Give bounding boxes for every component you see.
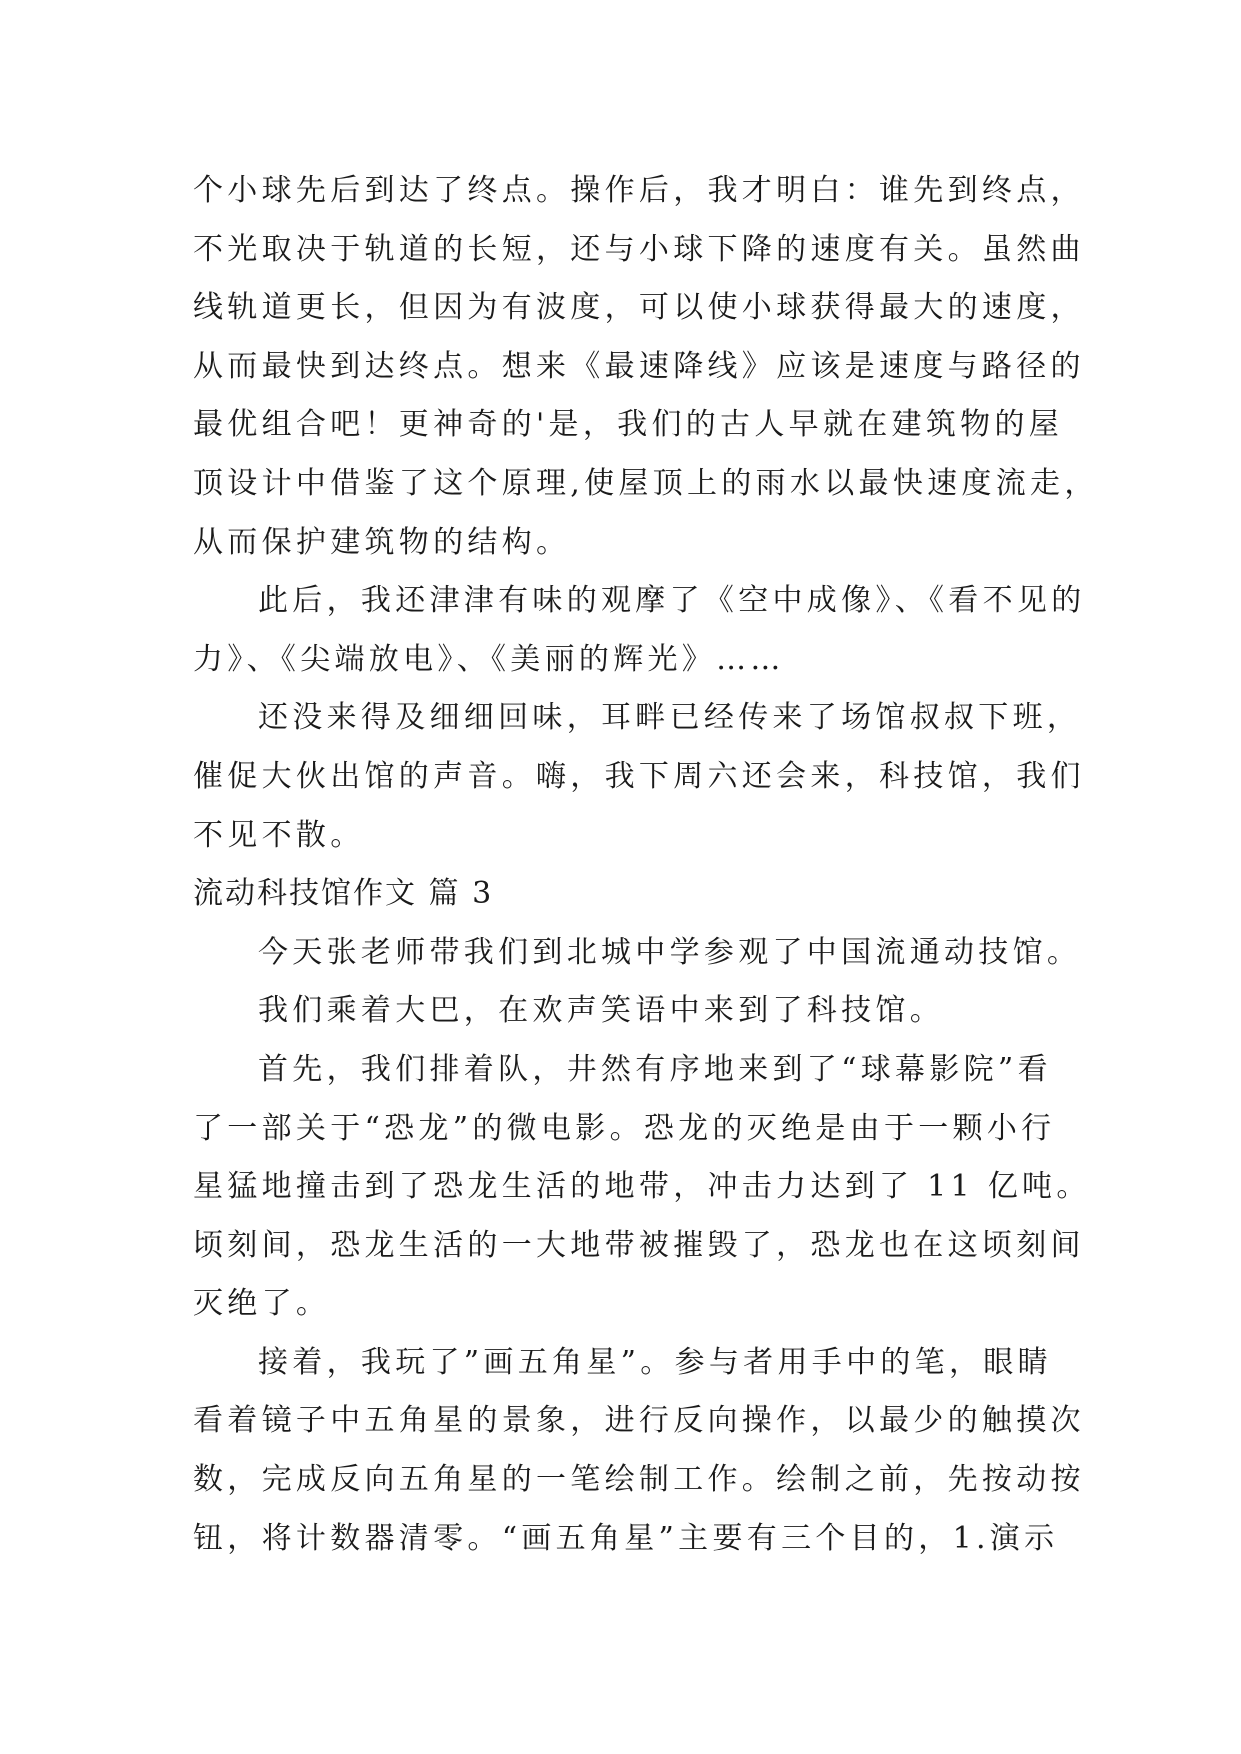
paragraph-first-line: 我们乘着大巴，在欢声笑语中来到了科技馆。 xyxy=(258,993,944,1029)
section-heading: 流动科技馆作文 篇 3 xyxy=(193,876,494,912)
paragraph-first-line: 还没来得及细细回味，耳畔已经传来了场馆叔叔下班， xyxy=(258,700,1082,736)
text-line: 线轨道更长，但因为有波度，可以使小球获得最大的速度， xyxy=(193,290,1085,326)
text-line: 个小球先后到达了终点。操作后，我才明白：谁先到终点， xyxy=(193,173,1085,208)
text-line: 从而保护建筑物的结构。 xyxy=(193,524,571,560)
paragraph-first-line: 今天张老师带我们到北城中学参观了中国流通动技馆。 xyxy=(258,934,1082,970)
text-line: 看着镜子中五角星的景象，进行反向操作，以最少的触摸次 xyxy=(193,1403,1085,1439)
text-line: 钮，将计数器清零。“画五角星”主要有三个目的，1.演示 xyxy=(193,1520,1059,1556)
text-line: 力》、《尖端放电》、《美丽的辉光》…… xyxy=(193,641,785,677)
text-line: 最优组合吧！更神奇的'是，我们的古人早就在建筑物的屋 xyxy=(193,407,1064,443)
text-line: 从而最快到达终点。想来《最速降线》应该是速度与路径的 xyxy=(193,348,1085,384)
text-line: 催促大伙出馆的声音。嗨，我下周六还会来，科技馆，我们 xyxy=(193,758,1085,794)
paragraph-first-line: 接着，我玩了”画五角星”。参与者用手中的笔，眼睛 xyxy=(258,1344,1052,1380)
text-line: 顷刻间，恐龙生活的一大地带被摧毁了，恐龙也在这顷刻间 xyxy=(193,1227,1085,1263)
text-line: 灭绝了。 xyxy=(193,1286,331,1322)
text-line: 顶设计中借鉴了这个原理,使屋顶上的雨水以最快速度流走， xyxy=(193,465,1099,501)
document-body xyxy=(193,162,1099,1568)
text-line: 不光取决于轨道的长短，还与小球下降的速度有关。虽然曲 xyxy=(193,231,1085,267)
text-line: 星猛地撞击到了恐龙生活的地带，冲击力达到了 11 亿吨。 xyxy=(193,1169,1091,1205)
text-line: 数，完成反向五角星的一笔绘制工作。绘制之前，先按动按 xyxy=(193,1462,1085,1498)
paragraph-first-line: 首先，我们排着队，井然有序地来到了“球幕影院”看 xyxy=(258,1051,1052,1087)
paragraph-first-line: 此后，我还津津有味的观摩了《空中成像》、《看不见的 xyxy=(258,583,1086,619)
text-line: 了一部关于“恐龙”的微电影。恐龙的灭绝是由于一颗小行 xyxy=(193,1110,1056,1146)
text-line: 不见不散。 xyxy=(193,817,365,853)
